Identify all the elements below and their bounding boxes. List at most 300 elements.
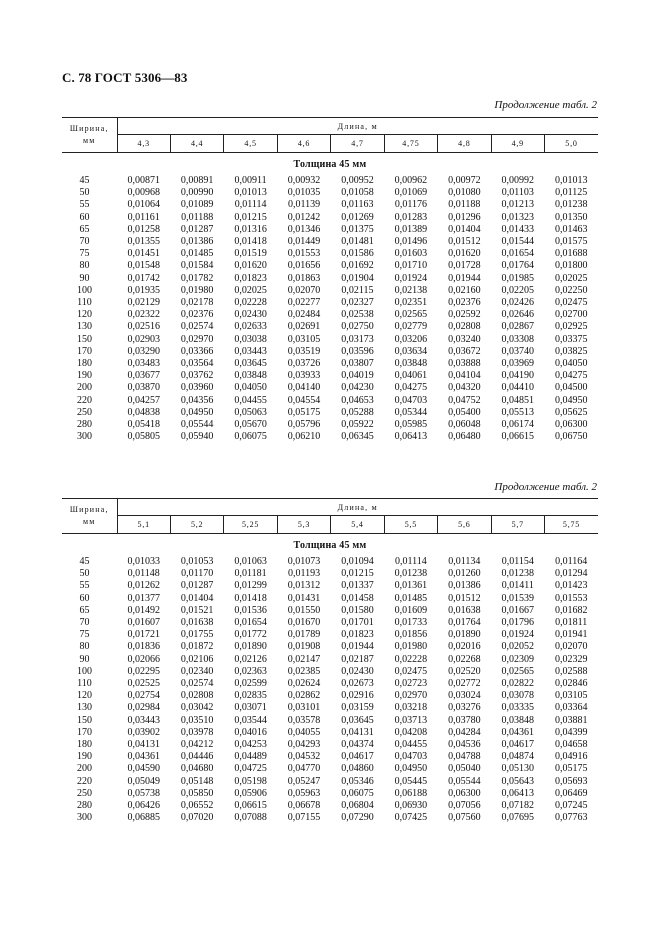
volume-value: 0,02538 bbox=[341, 309, 374, 321]
volume-column bbox=[224, 175, 277, 443]
volume-value: 0,01481 bbox=[341, 236, 374, 248]
volume-value: 0,06426 bbox=[127, 800, 160, 812]
volume-value: 0,01404 bbox=[448, 223, 481, 235]
volume-value: 0,04208 bbox=[394, 726, 428, 738]
volume-value: 0,01215 bbox=[234, 211, 267, 223]
volume-value: 0,01188 bbox=[448, 199, 481, 211]
volume-value: 0,01337 bbox=[341, 580, 374, 592]
volume-value: 0,03848 bbox=[234, 370, 267, 382]
volume-value: 0,01944 bbox=[341, 641, 374, 653]
width-value: 70 bbox=[79, 236, 90, 248]
volume-value: 0,01176 bbox=[394, 199, 427, 211]
volume-value: 0,01863 bbox=[287, 272, 321, 284]
volume-value: 0,03933 bbox=[287, 370, 321, 382]
volume-value: 0,03848 bbox=[394, 358, 428, 370]
volume-value: 0,01485 bbox=[394, 592, 428, 604]
volume-value: 0,01519 bbox=[234, 248, 267, 260]
volume-value: 0,06615 bbox=[234, 800, 267, 812]
volume-value: 0,03807 bbox=[341, 358, 374, 370]
volume-value: 0,01924 bbox=[394, 272, 428, 284]
volume-value: 0,01553 bbox=[287, 248, 321, 260]
volume-column bbox=[117, 556, 170, 824]
volume-value: 0,04703 bbox=[394, 751, 428, 763]
volume-value: 0,01063 bbox=[234, 556, 267, 567]
volume-value: 0,01620 bbox=[448, 248, 481, 260]
volume-value: 0,01550 bbox=[287, 604, 321, 616]
volume-value: 0,02779 bbox=[394, 321, 428, 333]
volume-value: 0,04253 bbox=[234, 739, 267, 751]
volume-column bbox=[277, 556, 330, 824]
volume-value: 0,03335 bbox=[501, 702, 535, 714]
volume-value: 0,04838 bbox=[127, 406, 160, 418]
volume-value: 0,02516 bbox=[127, 321, 160, 333]
volume-value: 0,02228 bbox=[234, 297, 267, 309]
volume-value: 0,05445 bbox=[394, 775, 428, 787]
volume-value: 0,03634 bbox=[394, 345, 428, 357]
volume-value: 0,05693 bbox=[555, 775, 588, 787]
volume-value: 0,06075 bbox=[234, 431, 267, 443]
width-value: 90 bbox=[79, 272, 90, 284]
volume-value: 0,01035 bbox=[287, 187, 321, 199]
volume-value: 0,02126 bbox=[234, 653, 267, 665]
volume-value: 0,01872 bbox=[180, 641, 214, 653]
volume-value: 0,04950 bbox=[555, 394, 588, 406]
volume-value: 0,05985 bbox=[394, 419, 428, 431]
volume-value: 0,05643 bbox=[501, 775, 535, 787]
volume-value: 0,01283 bbox=[394, 211, 428, 223]
volume-value: 0,05175 bbox=[287, 406, 321, 418]
volume-value: 0,02187 bbox=[341, 653, 374, 665]
volume-value: 0,07245 bbox=[555, 800, 588, 812]
volume-value: 0,07182 bbox=[501, 800, 535, 812]
volume-value: 0,01496 bbox=[394, 236, 428, 248]
width-value: 60 bbox=[79, 211, 90, 223]
volume-value: 0,01064 bbox=[127, 199, 160, 211]
volume-value: 0,02691 bbox=[287, 321, 321, 333]
width-value: 90 bbox=[79, 653, 90, 665]
volume-value: 0,04361 bbox=[127, 751, 160, 763]
volume-column bbox=[170, 556, 223, 824]
thickness-heading: Толщина 45 мм bbox=[293, 539, 367, 551]
volume-value: 0,02138 bbox=[394, 284, 428, 296]
volume-value: 0,01418 bbox=[234, 236, 267, 248]
volume-value: 0,02376 bbox=[180, 309, 214, 321]
length-column-header: 4,3 bbox=[117, 135, 170, 153]
volume-value: 0,02565 bbox=[394, 309, 428, 321]
volume-value: 0,01164 bbox=[555, 556, 588, 567]
volume-value: 0,05850 bbox=[180, 787, 214, 799]
volume-value: 0,01260 bbox=[448, 568, 481, 580]
volume-value: 0,00911 bbox=[234, 175, 267, 186]
volume-value: 0,03969 bbox=[501, 358, 535, 370]
volume-value: 0,01463 bbox=[555, 223, 588, 235]
width-value: 150 bbox=[77, 714, 92, 726]
volume-value: 0,00932 bbox=[287, 175, 321, 186]
volume-value: 0,03645 bbox=[234, 358, 267, 370]
volume-value: 0,00972 bbox=[448, 175, 481, 186]
volume-value: 0,01033 bbox=[127, 556, 160, 567]
volume-value: 0,00992 bbox=[501, 175, 535, 186]
volume-value: 0,01411 bbox=[501, 580, 534, 592]
volume-value: 0,03902 bbox=[127, 726, 160, 738]
volume-value: 0,02565 bbox=[501, 665, 535, 677]
width-value: 55 bbox=[79, 580, 90, 592]
volume-value: 0,02106 bbox=[180, 653, 214, 665]
volume-value: 0,02592 bbox=[448, 309, 481, 321]
volume-value: 0,04293 bbox=[287, 739, 321, 751]
width-value: 170 bbox=[77, 345, 92, 357]
volume-column bbox=[491, 556, 544, 824]
length-column-header: 4,4 bbox=[170, 135, 223, 153]
volume-value: 0,03881 bbox=[555, 714, 588, 726]
length-column-header: 4,5 bbox=[224, 135, 277, 153]
volume-value: 0,01058 bbox=[341, 187, 374, 199]
volume-value: 0,01620 bbox=[234, 260, 267, 272]
volume-value: 0,05625 bbox=[555, 406, 588, 418]
volume-value: 0,04374 bbox=[341, 739, 374, 751]
volume-value: 0,05922 bbox=[341, 419, 374, 431]
width-value: 200 bbox=[77, 382, 92, 394]
width-value: 180 bbox=[77, 739, 92, 751]
volume-value: 0,04104 bbox=[448, 370, 481, 382]
volume-value: 0,05040 bbox=[448, 763, 481, 775]
volume-value: 0,04275 bbox=[555, 370, 588, 382]
volume-value: 0,07290 bbox=[341, 812, 374, 824]
volume-value: 0,04916 bbox=[555, 751, 588, 763]
volume-value: 0,02673 bbox=[341, 678, 374, 690]
volume-value: 0,04230 bbox=[341, 382, 374, 394]
volume-value: 0,01213 bbox=[501, 199, 535, 211]
volume-value: 0,01258 bbox=[127, 223, 160, 235]
volume-value: 0,01080 bbox=[448, 187, 481, 199]
width-value: 110 bbox=[77, 678, 92, 690]
volume-value: 0,01772 bbox=[234, 629, 267, 641]
volume-value: 0,01692 bbox=[341, 260, 374, 272]
volume-value: 0,02327 bbox=[341, 297, 374, 309]
volume-value: 0,05247 bbox=[287, 775, 321, 787]
volume-value: 0,01575 bbox=[555, 236, 588, 248]
volume-value: 0,02430 bbox=[341, 665, 374, 677]
volume-value: 0,02309 bbox=[501, 653, 535, 665]
volume-value: 0,04489 bbox=[234, 751, 267, 763]
volume-value: 0,03443 bbox=[127, 714, 160, 726]
volume-value: 0,01935 bbox=[127, 284, 160, 296]
volume-value: 0,02633 bbox=[234, 321, 267, 333]
volume-value: 0,01721 bbox=[127, 629, 160, 641]
volume-value: 0,03375 bbox=[555, 333, 588, 345]
volume-value: 0,02295 bbox=[127, 665, 160, 677]
volume-value: 0,02574 bbox=[180, 678, 214, 690]
volume-value: 0,05805 bbox=[127, 431, 160, 443]
width-value: 120 bbox=[77, 690, 92, 702]
volume-value: 0,01361 bbox=[394, 580, 428, 592]
width-value: 220 bbox=[77, 775, 92, 787]
length-column-header: 4,9 bbox=[491, 135, 544, 153]
volume-value: 0,04190 bbox=[501, 370, 535, 382]
volume-value: 0,01299 bbox=[234, 580, 267, 592]
volume-value: 0,02808 bbox=[448, 321, 481, 333]
volume-value: 0,01170 bbox=[181, 568, 214, 580]
volume-value: 0,06678 bbox=[287, 800, 321, 812]
length-column-header: 4,7 bbox=[331, 135, 384, 153]
volume-value: 0,03105 bbox=[287, 333, 321, 345]
volume-value: 0,02925 bbox=[555, 321, 588, 333]
volume-value: 0,02025 bbox=[555, 272, 588, 284]
volume-value: 0,01433 bbox=[501, 223, 535, 235]
volume-value: 0,02340 bbox=[180, 665, 214, 677]
volume-value: 0,04131 bbox=[127, 739, 160, 751]
volume-value: 0,01607 bbox=[127, 617, 160, 629]
volume-value: 0,04680 bbox=[180, 763, 214, 775]
volume-value: 0,01013 bbox=[555, 175, 588, 186]
volume-value: 0,02754 bbox=[127, 690, 160, 702]
volume-value: 0,03780 bbox=[448, 714, 481, 726]
width-value: 75 bbox=[79, 629, 90, 641]
volume-column bbox=[545, 175, 599, 443]
width-value: 60 bbox=[79, 592, 90, 604]
volume-value: 0,02867 bbox=[501, 321, 535, 333]
volume-value: 0,01890 bbox=[448, 629, 481, 641]
volume-value: 0,04617 bbox=[341, 751, 374, 763]
volume-value: 0,00962 bbox=[394, 175, 428, 186]
volume-value: 0,04016 bbox=[234, 726, 267, 738]
volume-value: 0,03071 bbox=[234, 702, 267, 714]
volume-value: 0,01193 bbox=[287, 568, 321, 580]
volume-value: 0,01296 bbox=[448, 211, 481, 223]
volume-value: 0,03290 bbox=[127, 345, 160, 357]
thickness-heading: Толщина 45 мм bbox=[293, 158, 367, 170]
volume-value: 0,07056 bbox=[448, 800, 481, 812]
width-value: 55 bbox=[79, 199, 90, 211]
volume-value: 0,01603 bbox=[394, 248, 428, 260]
volume-value: 0,01580 bbox=[341, 604, 374, 616]
volume-value: 0,02268 bbox=[448, 653, 481, 665]
volume-value: 0,04356 bbox=[180, 394, 214, 406]
volume-value: 0,01789 bbox=[287, 629, 321, 641]
volume-value: 0,01053 bbox=[180, 556, 214, 567]
volume-value: 0,02916 bbox=[341, 690, 374, 702]
volume-value: 0,04500 bbox=[555, 382, 588, 394]
volume-value: 0,01423 bbox=[555, 580, 588, 592]
volume-value: 0,03677 bbox=[127, 370, 160, 382]
volume-value: 0,02520 bbox=[448, 665, 481, 677]
width-value: 200 bbox=[77, 763, 92, 775]
volume-value: 0,01294 bbox=[555, 568, 588, 580]
volume-value: 0,01404 bbox=[180, 592, 214, 604]
volume-value: 0,01512 bbox=[448, 236, 481, 248]
volume-value: 0,01114 bbox=[234, 199, 267, 211]
volume-value: 0,01114 bbox=[395, 556, 427, 567]
volume-value: 0,00990 bbox=[180, 187, 214, 199]
length-column-header: 4,8 bbox=[438, 135, 491, 153]
volume-value: 0,02599 bbox=[234, 678, 267, 690]
volume-value: 0,01148 bbox=[127, 568, 160, 580]
volume-value: 0,01449 bbox=[287, 236, 321, 248]
volume-value: 0,06075 bbox=[341, 787, 374, 799]
volume-value: 0,01924 bbox=[501, 629, 535, 641]
volume-value: 0,02700 bbox=[555, 309, 588, 321]
volume-value: 0,06345 bbox=[341, 431, 374, 443]
volume-value: 0,01728 bbox=[448, 260, 481, 272]
volume-value: 0,02205 bbox=[501, 284, 535, 296]
volume-value: 0,01103 bbox=[501, 187, 534, 199]
volume-value: 0,02066 bbox=[127, 653, 160, 665]
volume-value: 0,01544 bbox=[501, 236, 535, 248]
volume-value: 0,04950 bbox=[180, 406, 214, 418]
length-column-header: 5,4 bbox=[331, 516, 384, 534]
volume-value: 0,00968 bbox=[127, 187, 160, 199]
volume-value: 0,01609 bbox=[394, 604, 428, 616]
volume-value: 0,04617 bbox=[501, 739, 535, 751]
volume-value: 0,05400 bbox=[448, 406, 481, 418]
volume-value: 0,02250 bbox=[555, 284, 588, 296]
volume-value: 0,05963 bbox=[287, 787, 321, 799]
volume-value: 0,04703 bbox=[394, 394, 428, 406]
volume-value: 0,03726 bbox=[287, 358, 321, 370]
volume-value: 0,01586 bbox=[341, 248, 374, 260]
volume-value: 0,06300 bbox=[555, 419, 588, 431]
width-value: 150 bbox=[77, 333, 92, 345]
volume-value: 0,03042 bbox=[180, 702, 214, 714]
volume-value: 0,05513 bbox=[501, 406, 535, 418]
volume-value: 0,02984 bbox=[127, 702, 160, 714]
width-value: 300 bbox=[77, 812, 92, 824]
length-column-header: 5,1 bbox=[117, 516, 170, 534]
volume-value: 0,01492 bbox=[127, 604, 160, 616]
volume-value: 0,01638 bbox=[448, 604, 481, 616]
volume-value: 0,05346 bbox=[341, 775, 374, 787]
volume-value: 0,04770 bbox=[287, 763, 321, 775]
volume-column bbox=[117, 175, 170, 443]
volume-value: 0,01701 bbox=[341, 617, 374, 629]
volume-value: 0,01242 bbox=[287, 211, 321, 223]
volume-value: 0,01094 bbox=[341, 556, 374, 567]
volume-value: 0,02228 bbox=[394, 653, 428, 665]
volume-value: 0,03762 bbox=[180, 370, 214, 382]
volume-column bbox=[438, 556, 491, 824]
volume-value: 0,03276 bbox=[448, 702, 481, 714]
volume-value: 0,02160 bbox=[448, 284, 481, 296]
volume-value: 0,01154 bbox=[501, 556, 534, 567]
volume-value: 0,01682 bbox=[555, 604, 588, 616]
volume-value: 0,02646 bbox=[501, 309, 535, 321]
volume-value: 0,07695 bbox=[501, 812, 535, 824]
width-value: 45 bbox=[79, 175, 90, 186]
volume-column bbox=[224, 556, 277, 824]
volume-value: 0,03218 bbox=[394, 702, 428, 714]
volume-value: 0,01458 bbox=[341, 592, 374, 604]
width-value: 180 bbox=[77, 358, 92, 370]
volume-value: 0,01710 bbox=[394, 260, 428, 272]
width-value: 50 bbox=[79, 568, 90, 580]
volume-value: 0,04275 bbox=[394, 382, 428, 394]
volume-value: 0,05130 bbox=[501, 763, 535, 775]
volume-value: 0,04140 bbox=[287, 382, 321, 394]
volume-value: 0,01134 bbox=[448, 556, 481, 567]
volume-value: 0,01670 bbox=[287, 617, 321, 629]
volume-value: 0,01386 bbox=[448, 580, 481, 592]
width-value: 120 bbox=[77, 309, 92, 321]
volume-value: 0,02750 bbox=[341, 321, 374, 333]
width-value: 80 bbox=[79, 641, 90, 653]
volume-table bbox=[62, 498, 598, 824]
volume-value: 0,03364 bbox=[555, 702, 588, 714]
volume-value: 0,03308 bbox=[501, 333, 535, 345]
volume-value: 0,02070 bbox=[287, 284, 321, 296]
width-value: 110 bbox=[77, 297, 92, 309]
volume-value: 0,02624 bbox=[287, 678, 321, 690]
length-column-header: 5,3 bbox=[277, 516, 330, 534]
volume-value: 0,02525 bbox=[127, 678, 160, 690]
volume-value: 0,04257 bbox=[127, 394, 160, 406]
width-value: 65 bbox=[79, 223, 90, 235]
volume-value: 0,06300 bbox=[448, 787, 481, 799]
volume-value: 0,02484 bbox=[287, 309, 321, 321]
volume-value: 0,03038 bbox=[234, 333, 267, 345]
width-header: Ширина, мм bbox=[62, 499, 117, 534]
volume-value: 0,03888 bbox=[448, 358, 481, 370]
volume-value: 0,02277 bbox=[287, 297, 321, 309]
volume-value: 0,05344 bbox=[394, 406, 428, 418]
volume-value: 0,01269 bbox=[341, 211, 374, 223]
length-column-header: 5,6 bbox=[438, 516, 491, 534]
volume-value: 0,04019 bbox=[341, 370, 374, 382]
volume-value: 0,03483 bbox=[127, 358, 160, 370]
volume-value: 0,04874 bbox=[501, 751, 535, 763]
volume-value: 0,04446 bbox=[180, 751, 214, 763]
width-value: 220 bbox=[77, 394, 92, 406]
table-continuation-label: Продолжение табл. 2 bbox=[494, 99, 597, 111]
volume-value: 0,02016 bbox=[448, 641, 481, 653]
volume-value: 0,06480 bbox=[448, 431, 481, 443]
volume-value: 0,00891 bbox=[180, 175, 214, 186]
volume-value: 0,01836 bbox=[127, 641, 160, 653]
volume-value: 0,01377 bbox=[127, 592, 160, 604]
volume-value: 0,03978 bbox=[180, 726, 214, 738]
volume-value: 0,01238 bbox=[555, 199, 588, 211]
volume-value: 0,01312 bbox=[287, 580, 321, 592]
volume-value: 0,07088 bbox=[234, 812, 267, 824]
volume-value: 0,06413 bbox=[501, 787, 535, 799]
volume-value: 0,01389 bbox=[394, 223, 428, 235]
volume-value: 0,03740 bbox=[501, 345, 535, 357]
volume-value: 0,03240 bbox=[448, 333, 481, 345]
volume-value: 0,04050 bbox=[555, 358, 588, 370]
volume-column bbox=[331, 175, 384, 443]
width-value: 250 bbox=[77, 406, 92, 418]
volume-column bbox=[277, 175, 330, 443]
length-column-header: 5,2 bbox=[170, 516, 223, 534]
volume-value: 0,02475 bbox=[555, 297, 588, 309]
volume-column bbox=[545, 556, 599, 824]
volume-value: 0,02363 bbox=[234, 665, 267, 677]
volume-value: 0,03024 bbox=[448, 690, 481, 702]
volume-value: 0,01125 bbox=[555, 187, 588, 199]
volume-value: 0,01350 bbox=[555, 211, 588, 223]
volume-value: 0,01161 bbox=[127, 211, 160, 223]
volume-value: 0,01796 bbox=[501, 617, 535, 629]
volume-value: 0,06188 bbox=[394, 787, 428, 799]
volume-value: 0,02846 bbox=[555, 678, 588, 690]
volume-value: 0,02426 bbox=[501, 297, 535, 309]
volume-value: 0,01451 bbox=[127, 248, 160, 260]
volume-value: 0,03870 bbox=[127, 382, 160, 394]
volume-value: 0,03672 bbox=[448, 345, 481, 357]
length-column-header: 5,5 bbox=[384, 516, 437, 534]
width-value: 190 bbox=[77, 751, 92, 763]
width-value: 70 bbox=[79, 617, 90, 629]
volume-value: 0,02052 bbox=[501, 641, 535, 653]
